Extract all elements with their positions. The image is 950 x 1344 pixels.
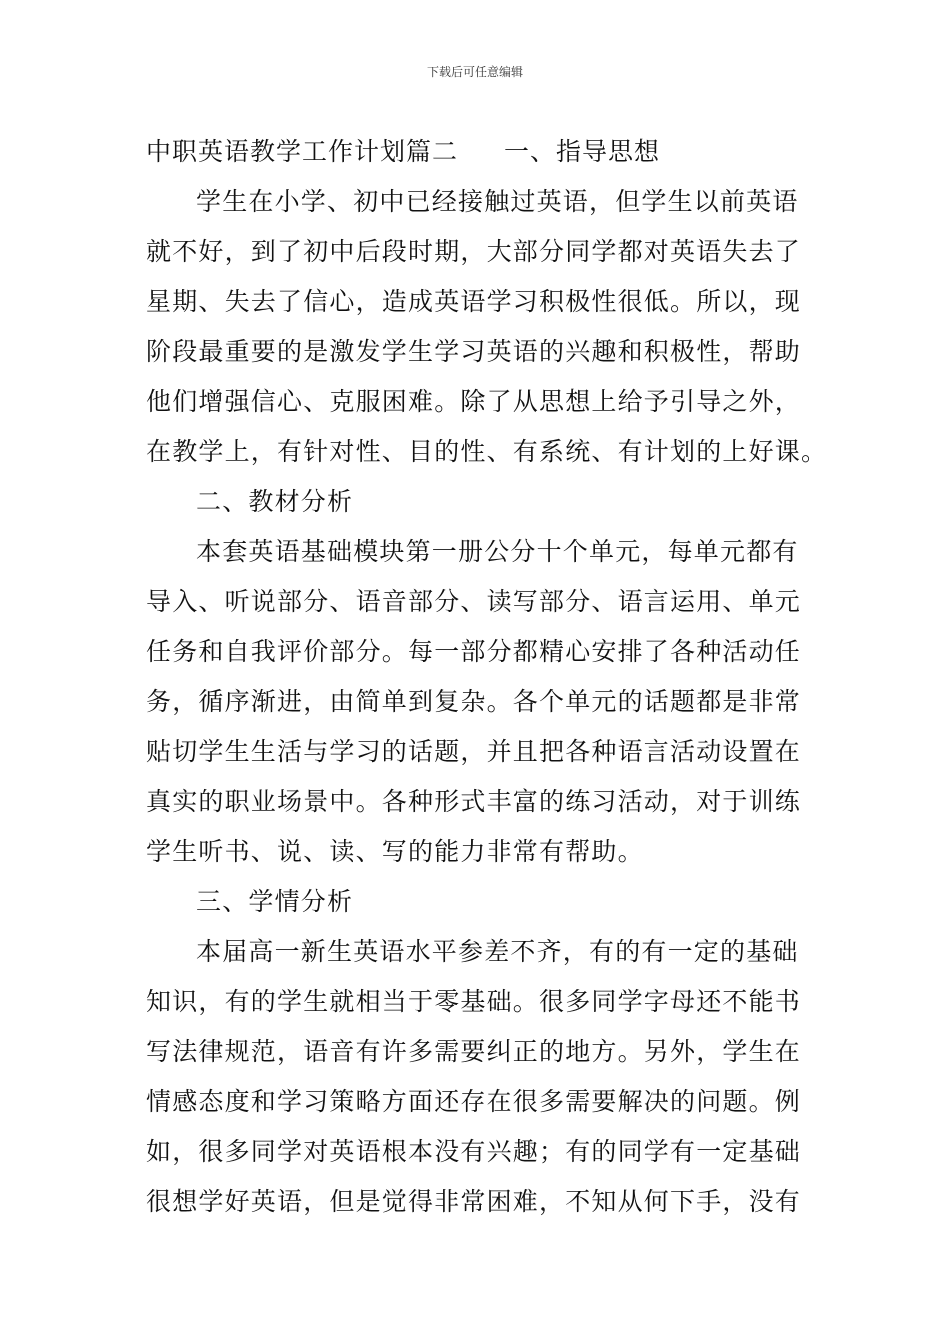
paragraph-textbook-analysis [146,527,806,877]
paragraph-line: 在教学上，有针对性、目的性、有系统、有计划的上好课。 [146,437,828,466]
paragraph-line: 真实的职业场景中。各种形式丰富的练习活动，对于训练 [146,787,802,816]
paragraph-line: 星期、失去了信心，造成英语学习积极性很低。所以，现 [146,287,802,316]
paragraph-guiding-ideology [146,177,828,477]
paragraph-line: 学生听书、说、读、写的能力非常有帮助。 [146,837,644,866]
paragraph-line: 贴切学生生活与学习的话题，并且把各种语言活动设置在 [146,737,802,766]
paragraph-line: 务，循序渐进，由简单到复杂。各个单元的话题都是非常 [146,687,802,716]
section-heading-student-analysis: 三、学情分析 [196,887,354,916]
section-heading-guiding-ideology: 一、指导思想 [504,137,661,166]
paragraph-line: 本套英语基础模块第一册公分十个单元，每单元都有 [196,537,799,566]
title-row [146,127,806,177]
paragraph-line: 情感态度和学习策略方面还存在很多需要解决的问题。例 [146,1087,802,1116]
paragraph-line: 他们增强信心、克服困难。除了从思想上给予引导之外， [146,387,802,416]
section-heading-textbook-analysis: 二、教材分析 [196,487,354,516]
paragraph-line: 阶段最重要的是激发学生学习英语的兴趣和积极性，帮助 [146,337,802,366]
paragraph-line: 如，很多同学对英语根本没有兴趣；有的同学有一定基础 [146,1137,802,1166]
paragraph-line: 就不好，到了初中后段时期，大部分同学都对英语失去了 [146,237,802,266]
document-title: 中职英语教学工作计划篇二 [146,137,459,166]
paragraph-line: 学生在小学、初中已经接触过英语，但学生以前英语 [196,187,799,216]
paragraph-line: 写法律规范，语音有许多需要纠正的地方。另外，学生在 [146,1037,802,1066]
paragraph-line: 知识，有的学生就相当于零基础。很多同学字母还不能书 [146,987,802,1016]
paragraph-line: 很想学好英语，但是觉得非常困难，不知从何下手，没有 [146,1187,802,1216]
document-body [146,127,828,1227]
page-header: 下载后可任意编辑 [426,65,523,79]
paragraph-line: 本届高一新生英语水平参差不齐，有的有一定的基础 [196,937,799,966]
paragraph-line: 导入、听说部分、语音部分、读写部分、语言运用、单元 [146,587,802,616]
paragraph-line: 任务和自我评价部分。每一部分都精心安排了各种活动任 [146,637,802,666]
paragraph-student-analysis [146,927,806,1227]
